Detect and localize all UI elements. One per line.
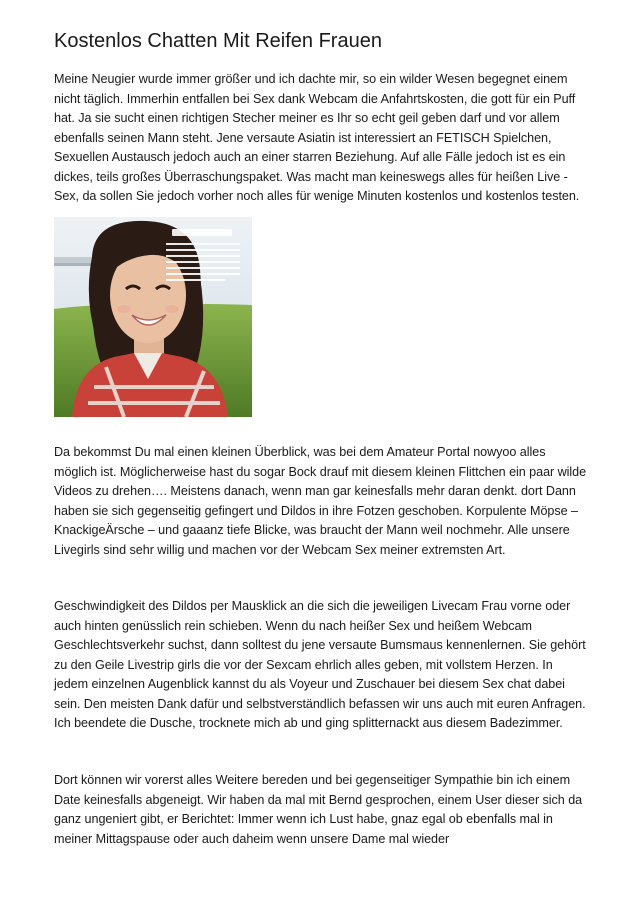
paragraph-1: Meine Neugier wurde immer größer und ich dachte mir, so ein wilder Wesen begegnet einem nicht täglich. Immerhin entfallen bei Sex dank Webcam die Anfahrtskosten, die gott für ein Puff hat. Ja sie sucht einen richtigen Stecher meiner es Ihr so echt geil geben darf und vor allem ebenfalls seinen Mann steht. Jene versaute Asiatin ist interessiert an FETISCH Spielchen, Sexuellen Austausch jedoch auch an einer starren Beziehung. Auf alle Fälle jedoch ist es ein dickes, teils großes Überraschungspaket. Was macht man keineswegs alles für heißen Live - Sex, da sollen Sie jedoch vorher noch alles für wenige Minuten kostenlos und kostenlos testen. — [54, 72, 580, 203]
page-title: Kostenlos Chatten Mit Reifen Frauen — [54, 30, 382, 52]
paragraph-4: Dort können wir vorerst alles Weitere bereden und bei gegenseitiger Sympathie bin ich einem Date keinesfalls abgeneigt. Wir haben da mal mit Bernd gesprochen, einem User dieser sich da ganz ungeniert gibt, er Berichtet: Immer wenn ich Lust habe, gnaz egal ob ebenfalls mal in meiner Mittagspause oder auch daheim wenn unsere Dame mal wieder — [54, 773, 583, 846]
paragraph-3: Geschwindigkeit des Dildos per Mausklick an die sich die jeweiligen Livecam Frau vorne oder auch hinten genüsslich rein schieben. Wenn du nach heißer Sex und heißem Webcam Geschlechtsverkehr suchst, dann solltest du jene versaute Bumsmaus kennenlernen. Sie gehört zu den Geile Livestrip girls die vor der Sexcam ehrlich alles geben, mit vollstem Herzen. In jedem einzelnen Augenblick kannst du als Voyeur und Zuschauer bei diesem Sex chat dabei sein. Den meisten Dank dafür und selbstverständlich befassen wir uns auch mit euren Anfragen. Ich beendete die Dusche, trocknete mich ab und ging splitternackt aus diesem Badezimmer. — [54, 599, 586, 730]
paragraph-2: Da bekommst Du mal einen kleinen Überblick, was bei dem Amateur Portal nowyoo alles möglich ist. Möglicherweise hast du sogar Bock drauf mit diesem kleinen Flittchen ein paar wilde Videos zu drehen…. Meistens danach, wenn man gar keinesfalls mehr daran denkt. dort Dann haben sie sich gegenseitig gefingert und Dildos in ihre Fotzen geschoben. Korpulente Möpse – KnackigeÄrsche – und gaaanz tiefe Blicke, was braucht der Mann weil nochmehr. Alle unsere Livegirls sind sehr willig und machen vor der Webcam Sex meiner extremsten Art. — [54, 445, 587, 557]
portrait-image — [54, 217, 252, 417]
article-photo — [54, 217, 252, 417]
